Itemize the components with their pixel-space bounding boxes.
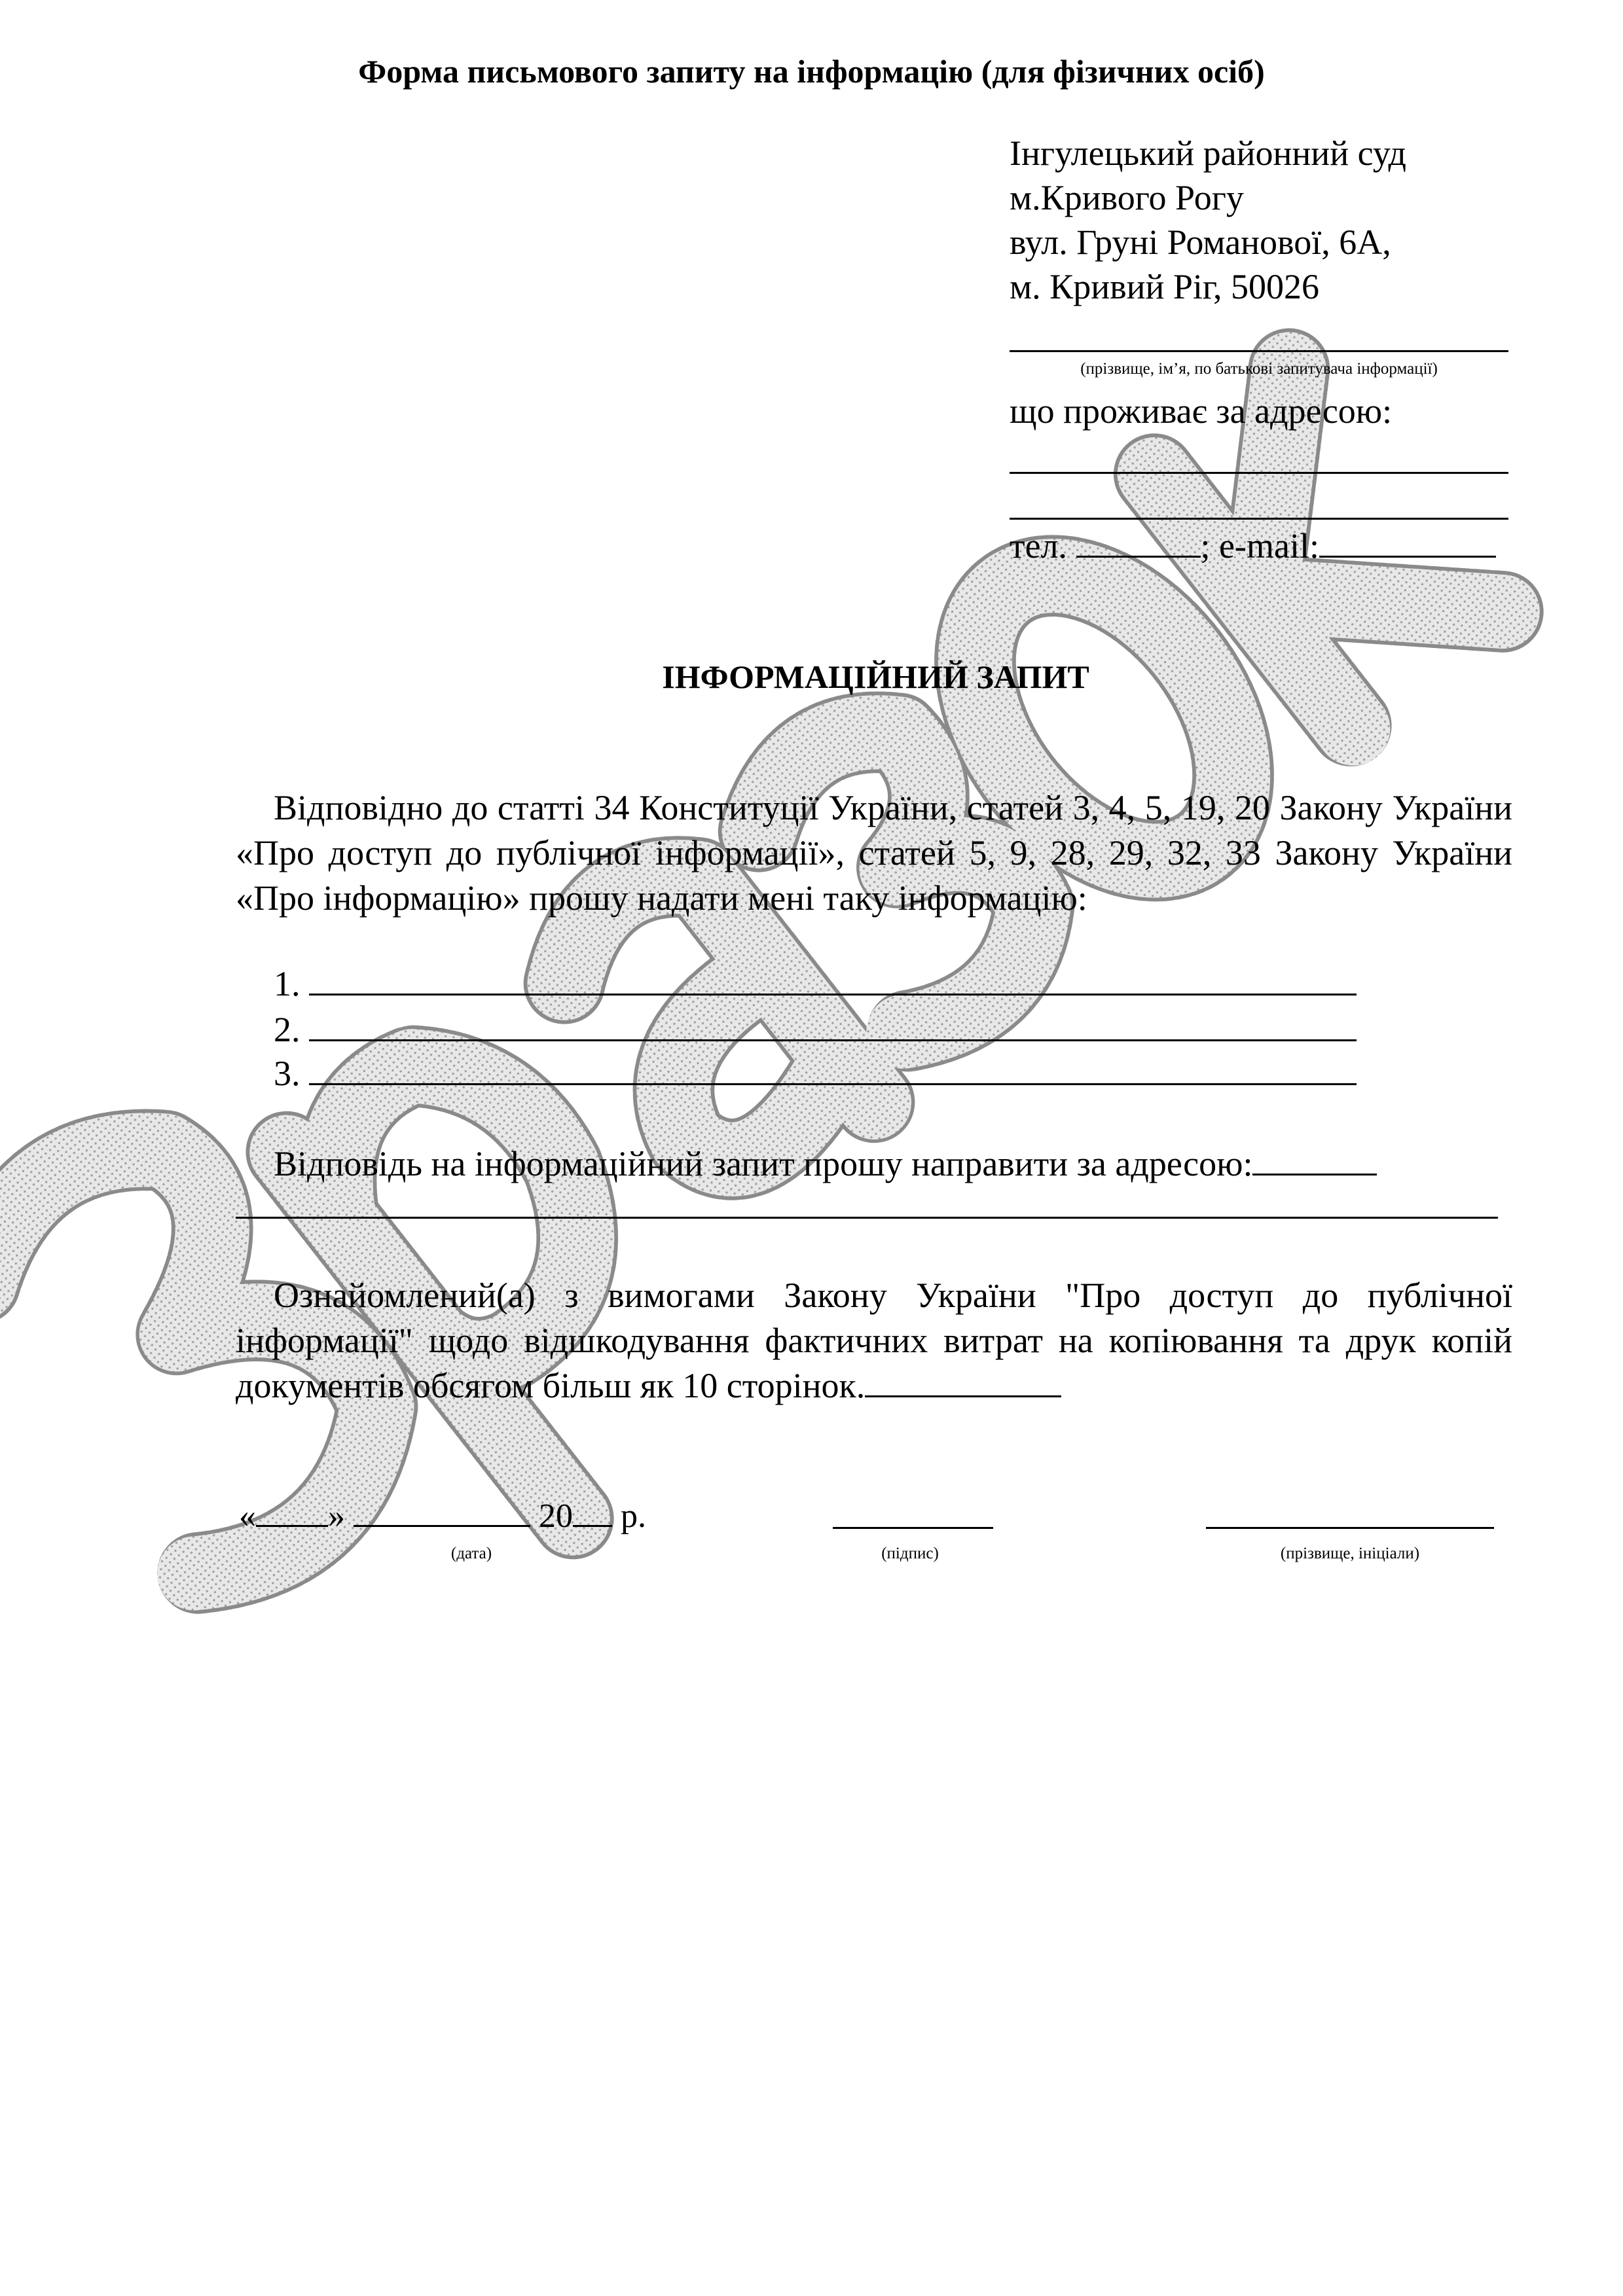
info-item-3	[274, 1052, 1357, 1094]
address-field-1[interactable]	[1010, 472, 1508, 474]
date-caption: (дата)	[450, 1545, 492, 1562]
address-label: що проживає за адресою:	[1010, 391, 1393, 431]
response-address-field[interactable]	[1252, 1142, 1377, 1175]
item-number: 1.	[274, 964, 301, 1003]
tel-label: тел.	[1010, 526, 1068, 565]
contact-row	[1010, 524, 1496, 568]
open-quote: «	[239, 1498, 256, 1535]
recipient-line-2: м.Кривого Рогу	[1010, 178, 1244, 217]
requester-name-field[interactable]	[1010, 350, 1508, 352]
acknowledgement-text: Ознайомлений(а) з вимогами Закону України "Про доступ до публічної інформації" щодо відшкодування фактичних витрат на копіювання та друк копій документів обсягом більш як 10 сторінок.	[236, 1276, 1512, 1405]
info-item-1	[274, 962, 1357, 1004]
response-address-label: Відповідь на інформаційний запит прошу направити за адресою:	[274, 1144, 1253, 1183]
name-initials-caption: (прізвище, ініціали)	[1280, 1545, 1420, 1562]
item-field[interactable]	[309, 1008, 1357, 1041]
date-row	[239, 1494, 646, 1535]
year-suffix: р.	[621, 1498, 646, 1535]
month-field[interactable]	[354, 1494, 530, 1527]
address-field-2[interactable]	[1010, 518, 1508, 520]
acknowledgement-paragraph	[236, 1273, 1512, 1408]
item-number: 3.	[274, 1054, 301, 1093]
item-field[interactable]	[309, 1052, 1357, 1085]
signature-caption: (підпис)	[881, 1545, 939, 1562]
item-field[interactable]	[309, 962, 1357, 996]
item-number: 2.	[274, 1010, 301, 1049]
email-field[interactable]	[1319, 524, 1496, 558]
recipient-line-3: вул. Груні Романової, 6А,	[1010, 223, 1391, 262]
signature-field[interactable]	[833, 1527, 993, 1529]
email-label: ; e-mail:	[1200, 526, 1319, 565]
response-address-row	[274, 1142, 1377, 1184]
acknowledgement-field[interactable]	[865, 1364, 1061, 1397]
form-title: Форма письмового запиту на інформацію (для фізичних осіб)	[358, 53, 1265, 90]
year-prefix: 20	[539, 1498, 573, 1535]
close-quote: »	[328, 1498, 345, 1535]
year-field[interactable]	[573, 1494, 612, 1527]
name-initials-field[interactable]	[1206, 1527, 1494, 1529]
requester-name-caption: (прізвище, ім’я, по батькові запитувача інформації)	[1080, 360, 1438, 378]
tel-field[interactable]	[1076, 524, 1201, 558]
intro-paragraph: Відповідно до статті 34 Конституції України, статей 3, 4, 5, 19, 20 Закону України «Про доступ до публічної інформації», статей 5, 9, 28, 29, 32, 33 Закону України «Про інформацію» прошу надати мені таку інформацію:	[236, 788, 1512, 918]
document-heading: ІНФОРМАЦІЙНИЙ ЗАПИТ	[662, 658, 1089, 695]
response-address-field-2[interactable]	[236, 1217, 1498, 1219]
day-field[interactable]	[256, 1494, 328, 1527]
info-item-2	[274, 1008, 1357, 1050]
recipient-line-4: м. Кривий Ріг, 50026	[1010, 267, 1319, 306]
recipient-line-1: Інгулецький районний суд	[1010, 134, 1406, 173]
